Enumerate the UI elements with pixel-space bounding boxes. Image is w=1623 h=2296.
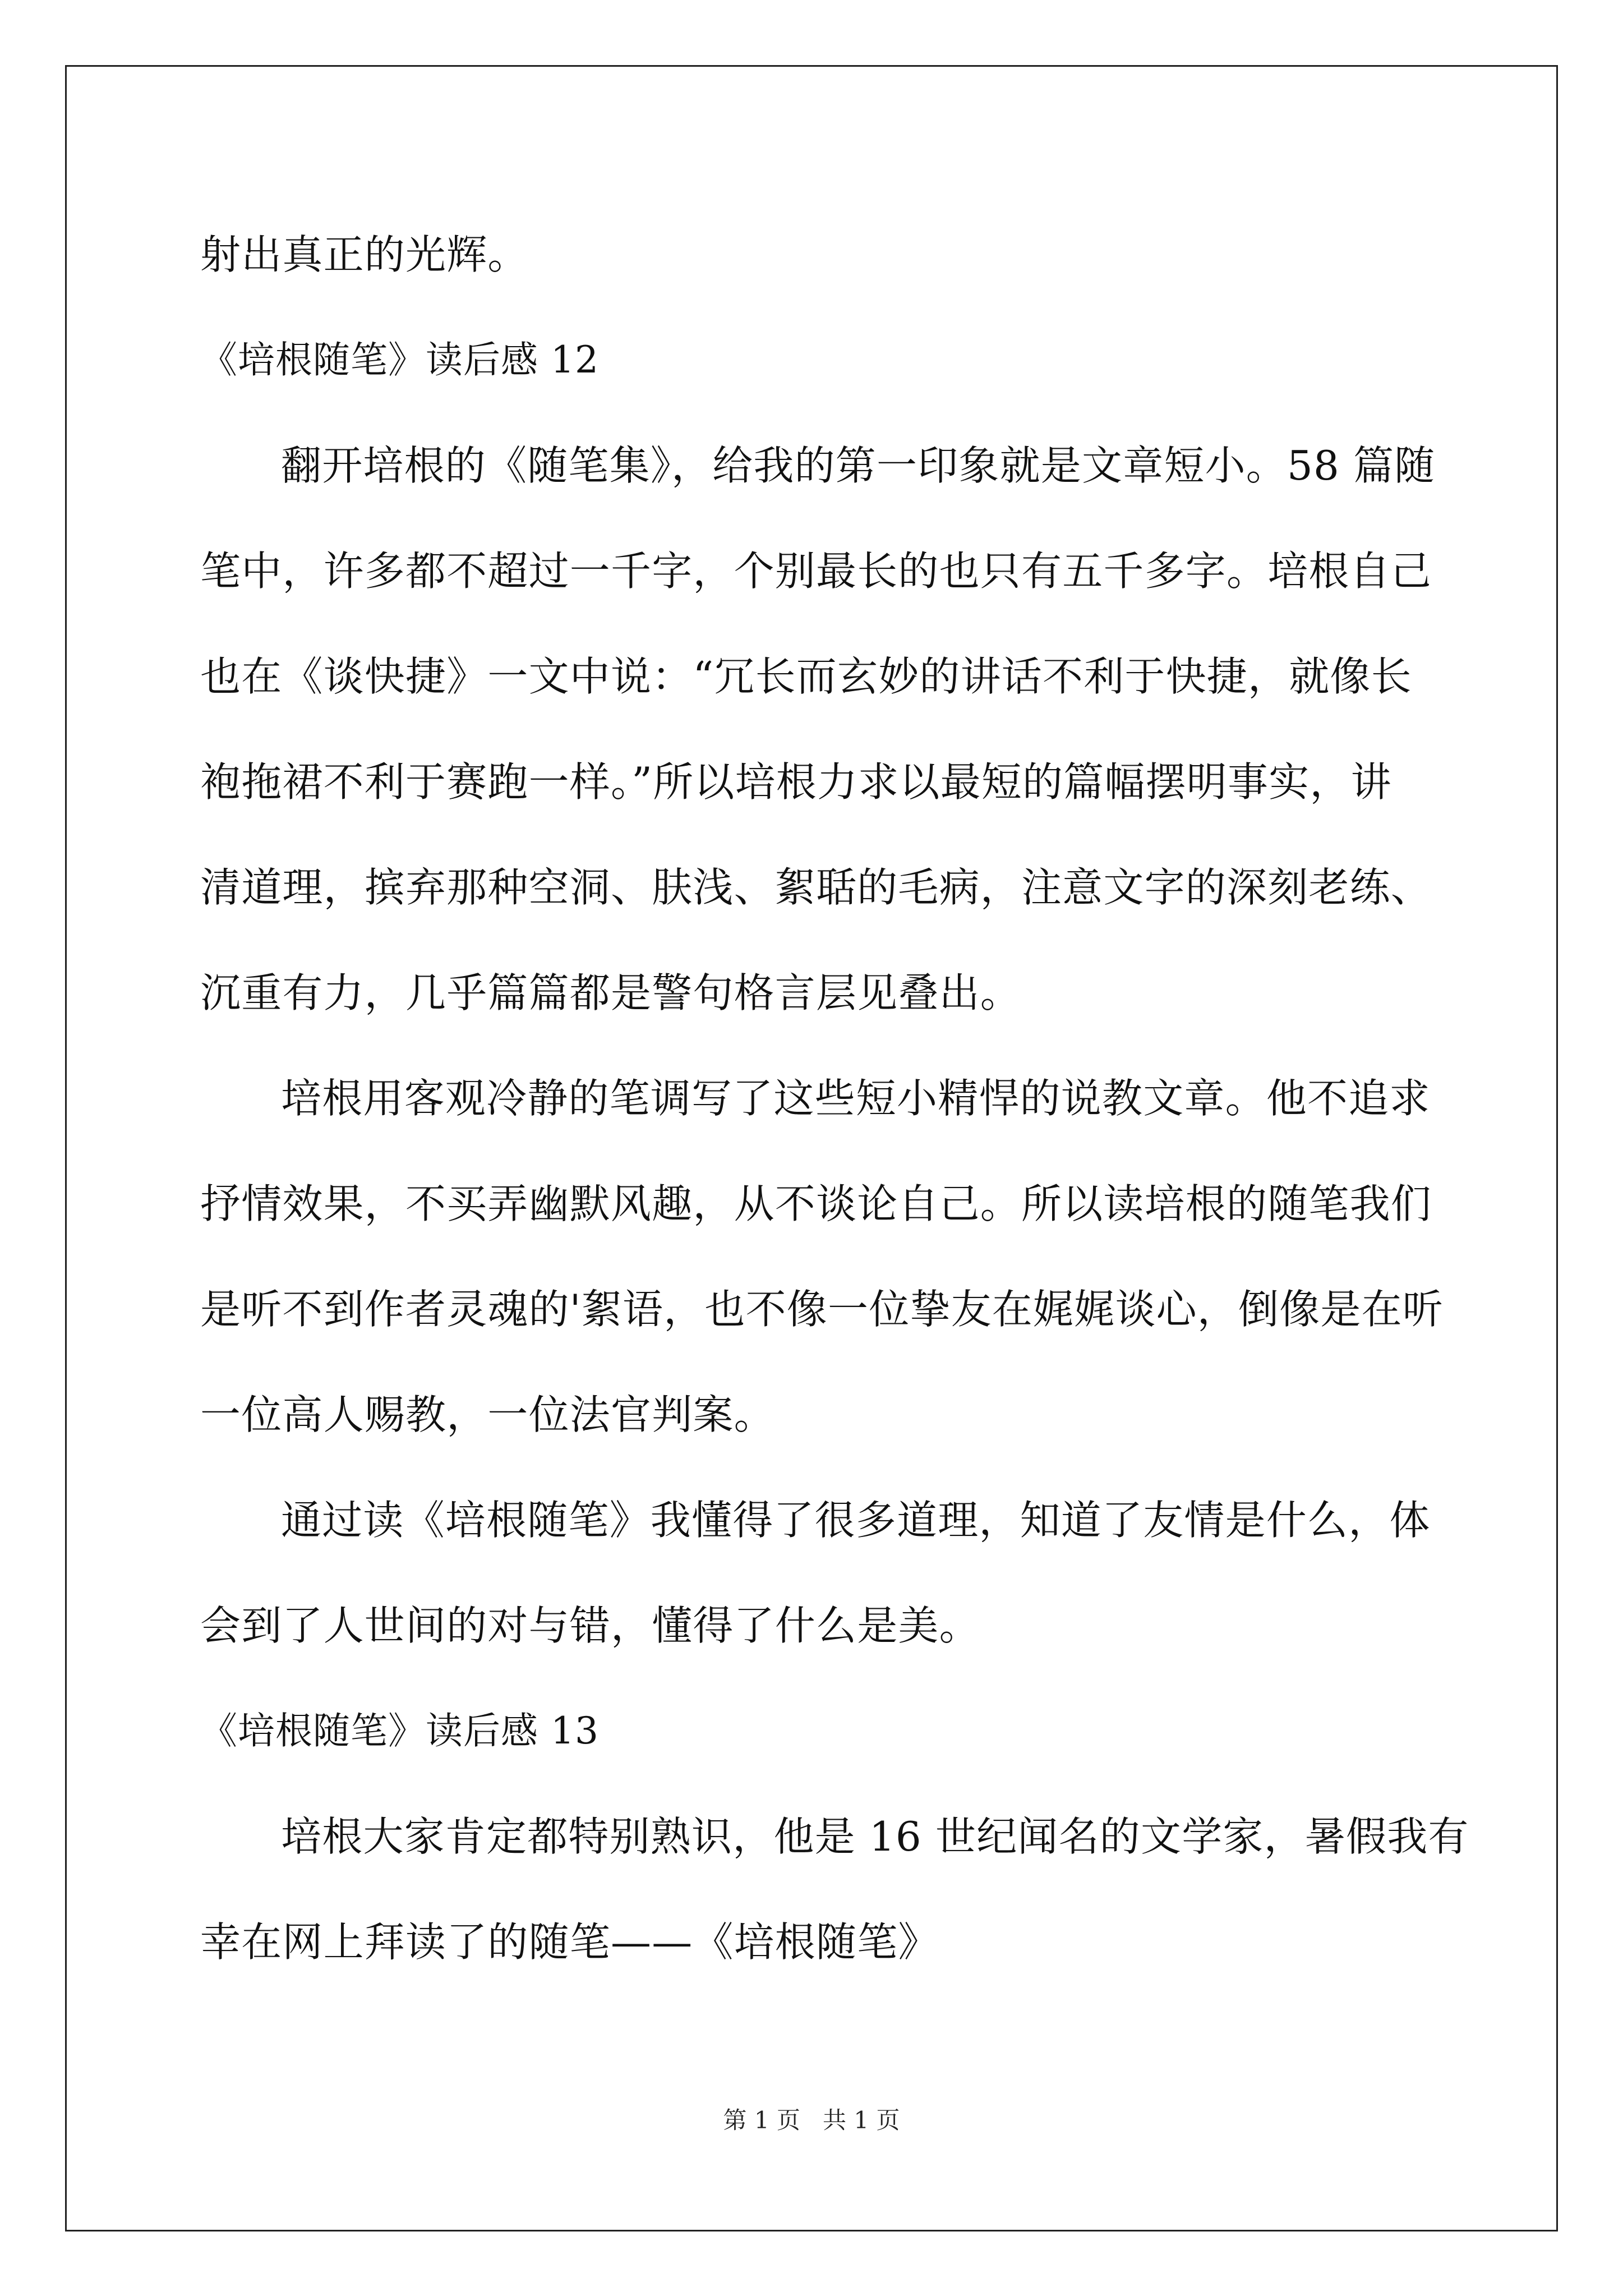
text-line: 会到了人世间的对与错，懂得了什么是美。: [200, 1602, 980, 1649]
paragraph-first-line: 翻开培根的《随笔集》，给我的第一印象就是文章短小。58 篇随: [281, 442, 1436, 489]
text-line: 袍拖裙不利于赛跑一样。”所以培根力求以最短的篇幅摆明事实，讲: [200, 758, 1392, 806]
text-line: 也在《谈快捷》一文中说：“冗长而玄妙的讲话不利于快捷，就像长: [200, 653, 1412, 700]
text-line: 抒情效果，不买弄幽默风趣，从不谈论自己。所以读培根的随笔我们: [200, 1180, 1432, 1227]
section-heading: 《培根随笔》读后感 12: [200, 338, 599, 381]
page-number-footer: 第 1 页 共 1 页: [723, 2106, 900, 2134]
text-line: 清道理，摈弃那种空洞、肤浅、絮聒的毛病，注意文字的深刻老练、: [200, 864, 1432, 911]
section-heading: 《培根随笔》读后感 13: [200, 1709, 599, 1752]
text-line: 沉重有力，几乎篇篇都是警句格言层见叠出。: [200, 969, 1022, 1016]
text-line: 一位高人赐教，一位法官判案。: [200, 1391, 775, 1438]
text-line: 幸在网上拜读了的随笔——《培根随笔》: [200, 1918, 939, 1966]
paragraph-first-line: 培根用客观冷静的笔调写了这些短小精悍的说教文章。他不追求: [281, 1075, 1431, 1122]
document-body: [200, 202, 1469, 1995]
paragraph-first-line: 通过读《培根随笔》我懂得了很多道理，知道了友情是什么，体: [281, 1497, 1431, 1544]
text-line: 射出真正的光辉。: [200, 231, 529, 278]
text-line: 笔中，许多都不超过一千字，个别最长的也只有五千多字。培根自己: [200, 547, 1432, 595]
paragraph-first-line: 培根大家肯定都特别熟识，他是 16 世纪闻名的文学家，暑假我有: [281, 1813, 1469, 1860]
text-line: 是听不到作者灵魂的'絮语，也不像一位挚友在娓娓谈心，倒像是在听: [200, 1286, 1444, 1333]
